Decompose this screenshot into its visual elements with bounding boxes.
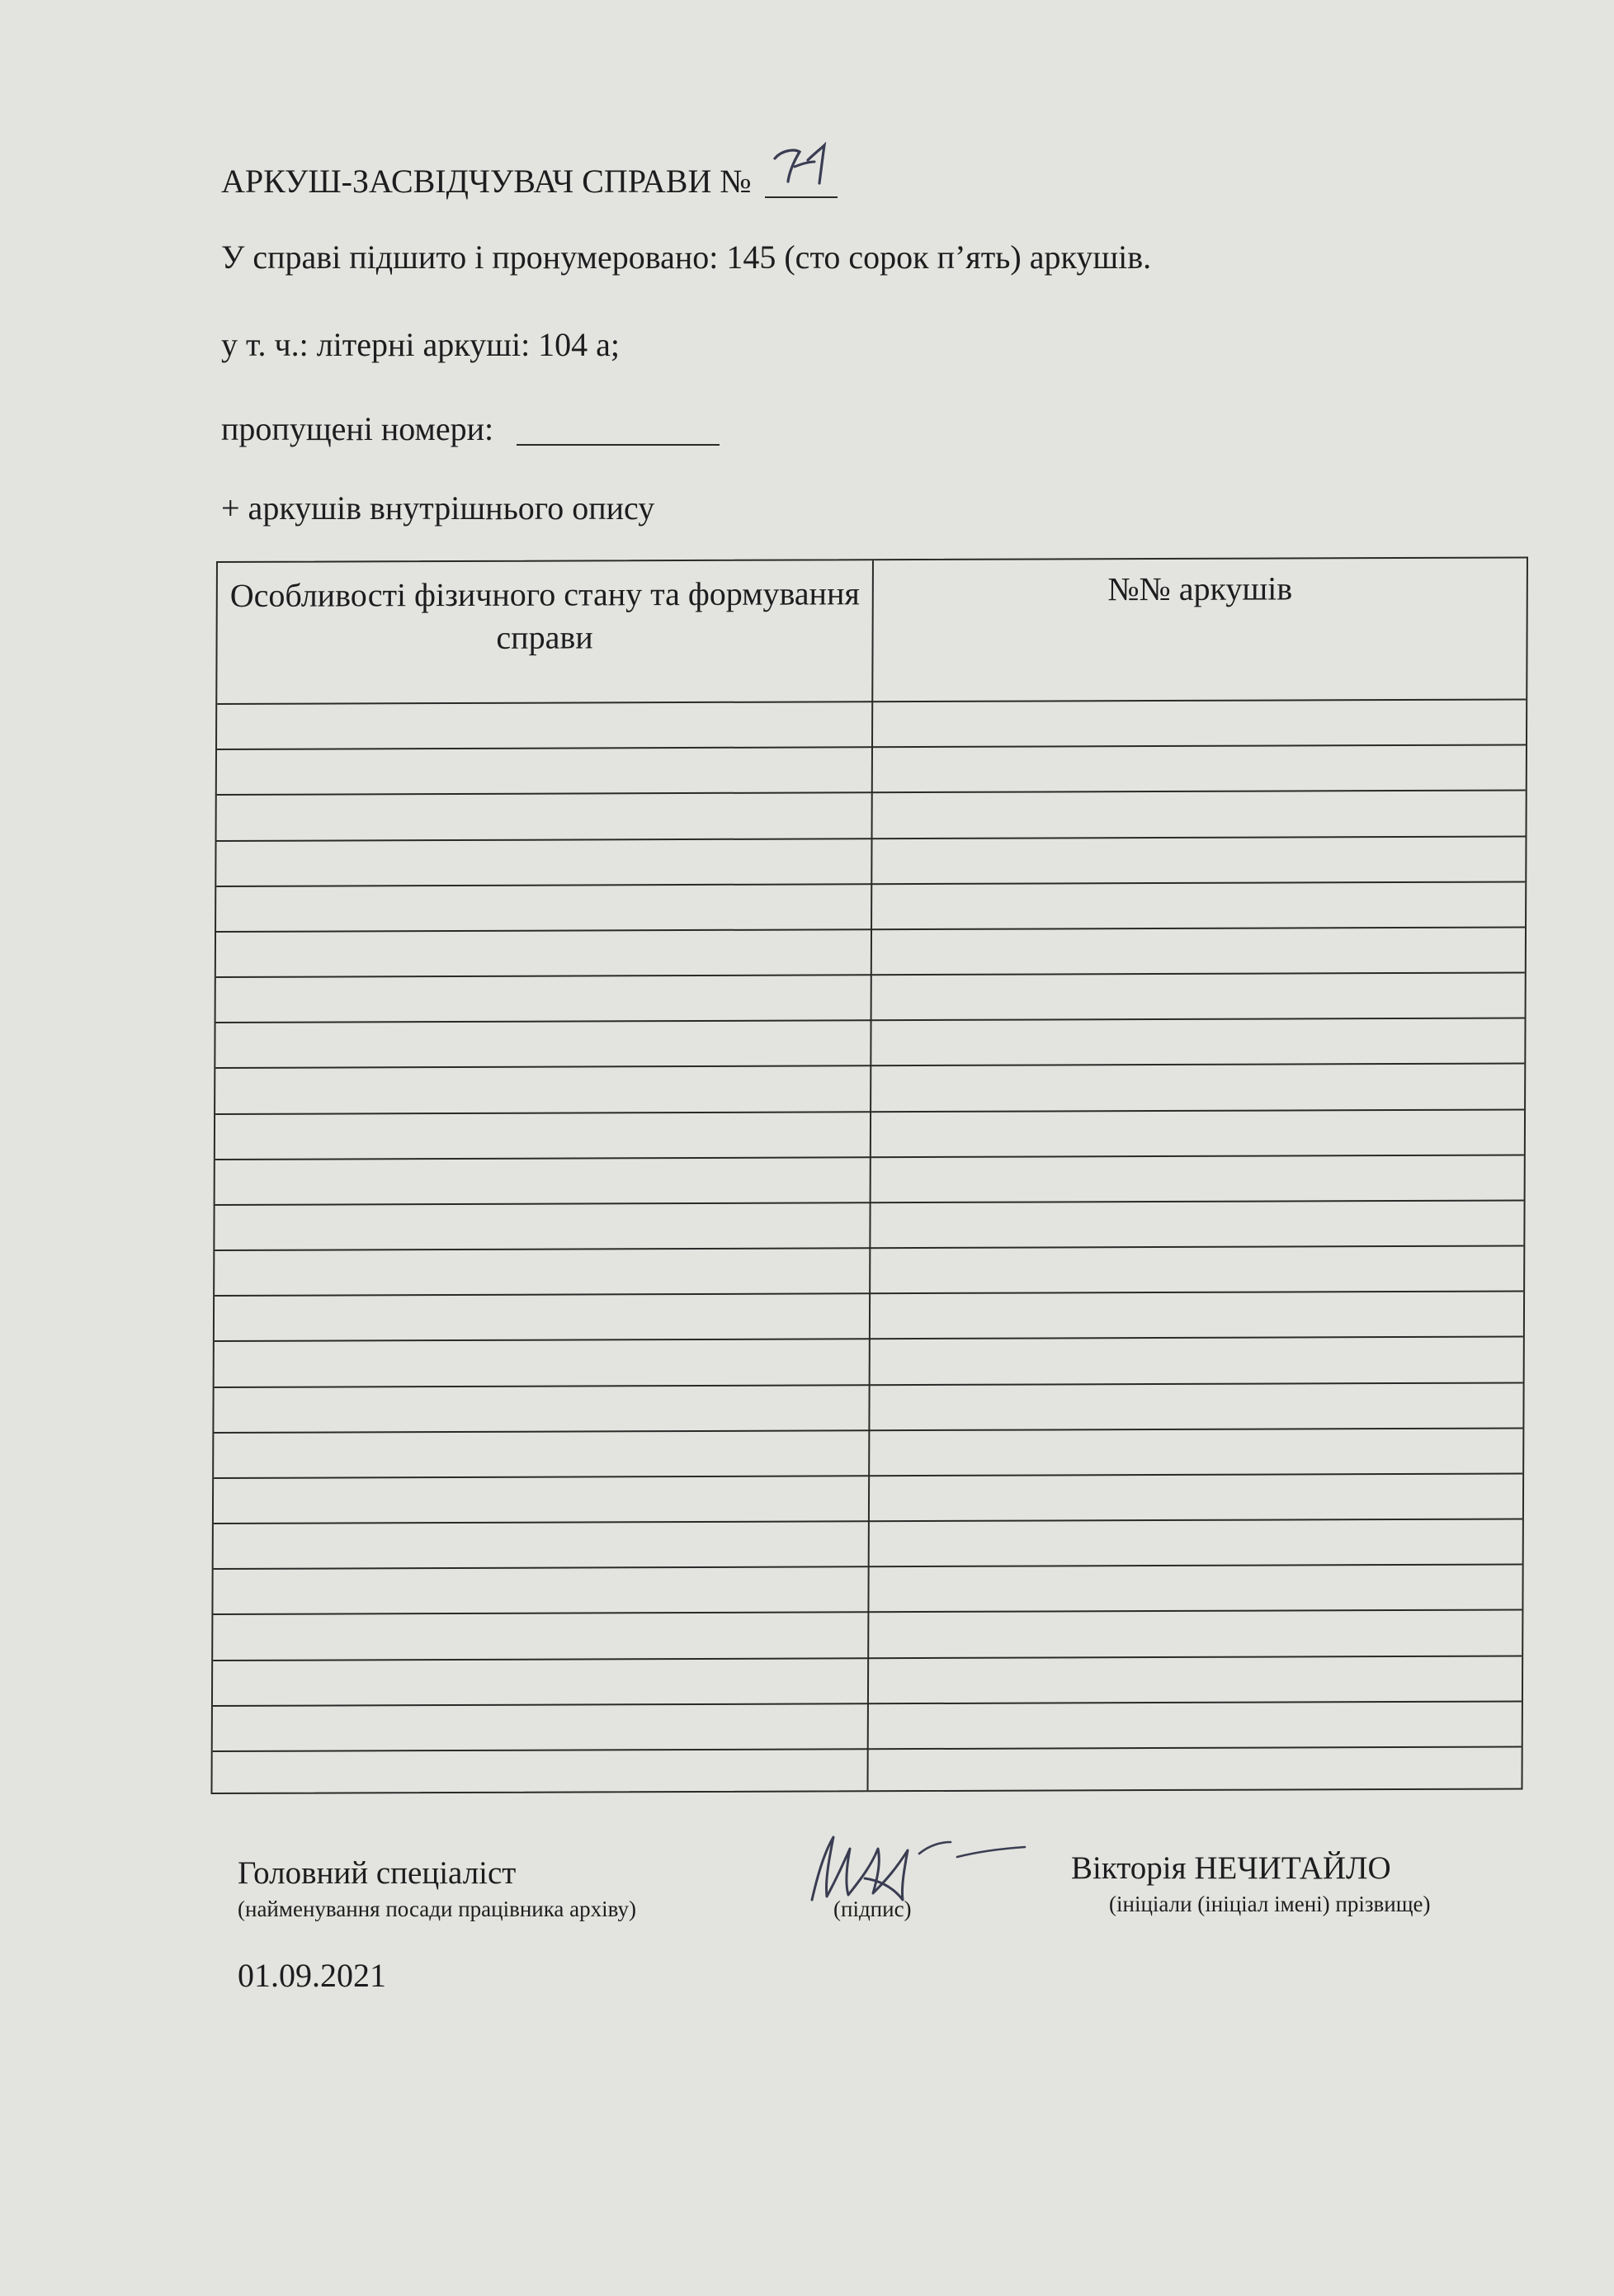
inner-inventory-line: + аркушів внутрішнього опису xyxy=(221,489,655,527)
signature-caption: (підпис) xyxy=(833,1897,912,1921)
condition-table xyxy=(210,556,1528,1794)
missing-numbers-line xyxy=(221,410,720,447)
missing-numbers-blank xyxy=(517,413,720,446)
letter-sheets-line: у т. ч.: літерні аркуші: 104 а; xyxy=(221,326,621,363)
case-number-field xyxy=(765,163,838,198)
handwritten-case-number xyxy=(770,142,839,188)
position-title: Головний спеціаліст xyxy=(238,1855,517,1891)
column-divider xyxy=(866,560,874,1790)
missing-numbers-label: пропущені номери: xyxy=(221,410,494,447)
name-caption: (ініціали (ініціал імені) прізвище) xyxy=(1109,1892,1431,1916)
position-caption: (найменування посади працівника архіву) xyxy=(238,1897,636,1921)
column-header-sheet-numbers: №№ аркушів xyxy=(1107,569,1293,608)
column-header-condition: Особливості фізичного стану та формування справи xyxy=(229,574,860,656)
document-title xyxy=(221,163,838,198)
document-date: 01.09.2021 xyxy=(238,1957,386,1994)
sewn-numbered-line: У справі підшито і пронумеровано: 145 (сто сорок п’ять) аркушів. xyxy=(221,239,1152,276)
title-prefix: АРКУШ-ЗАСВІДЧУВАЧ СПРАВИ № xyxy=(221,163,752,200)
full-name: Вікторія НЕЧИТАЙЛО xyxy=(1071,1850,1391,1886)
handwritten-signature xyxy=(795,1821,1035,1911)
